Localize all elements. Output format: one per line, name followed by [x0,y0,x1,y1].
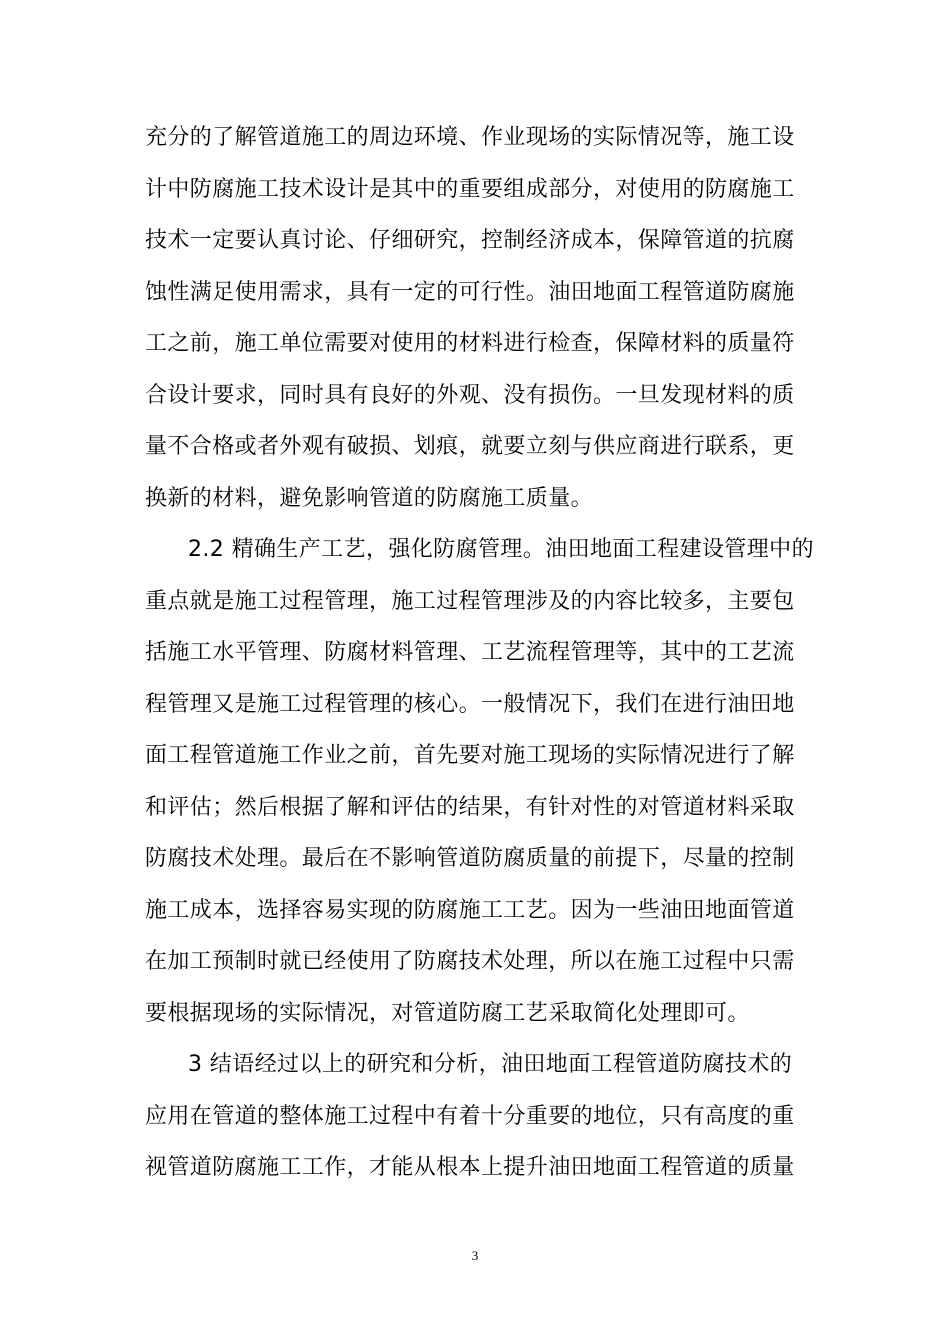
body-text-line: 要根据现场的实际情况，对管道防腐工艺采取简化处理即可。 [145,1001,750,1026]
body-text-line: 应用在管道的整体施工过程中有着十分重要的地位，只有高度的重 [145,1104,795,1129]
body-text-line: 合设计要求，同时具有良好的外观、没有损伤。一旦发现材料的质 [145,383,795,408]
body-text-line: 充分的了解管道施工的周边环境、作业现场的实际情况等，施工设 [145,125,795,150]
body-text-line: 视管道防腐施工工作，才能从根本上提升油田地面工程管道的质量 [145,1155,795,1180]
body-text-line: 换新的材料，避免影响管道的防腐施工质量。 [145,486,594,511]
section-heading-line: 3 结语经过以上的研究和分析，油田地面工程管道防腐技术的 [188,1052,793,1077]
section-heading-line: 2.2 精确生产工艺，强化防腐管理。油田地面工程建设管理中的 [188,537,814,562]
body-text-line: 和评估；然后根据了解和评估的结果，有针对性的对管道材料采取 [145,795,795,820]
body-text-line: 防腐技术处理。最后在不影响管道防腐质量的前提下，尽量的控制 [145,846,795,871]
body-text-line: 程管理又是施工过程管理的核心。一般情况下，我们在进行油田地 [145,692,795,717]
body-text-line: 工之前，施工单位需要对使用的材料进行检查，保障材料的质量符 [145,331,795,356]
body-text-line: 施工成本，选择容易实现的防腐施工工艺。因为一些油田地面管道 [145,898,795,923]
body-text-line: 技术一定要认真讨论、仔细研究，控制经济成本，保障管道的抗腐 [145,228,795,253]
body-text-line: 量不合格或者外观有破损、划痕，就要立刻与供应商进行联系，更 [145,434,795,459]
page-number: 3 [471,1248,479,1263]
body-text-line: 面工程管道施工作业之前，首先要对施工现场的实际情况进行了解 [145,743,795,768]
body-text-line: 重点就是施工过程管理，施工过程管理涉及的内容比较多，主要包 [145,589,795,614]
body-text-line: 在加工预制时就已经使用了防腐技术处理，所以在施工过程中只需 [145,949,795,974]
body-text-line: 计中防腐施工技术设计是其中的重要组成部分，对使用的防腐施工 [145,177,795,202]
body-text-line: 蚀性满足使用需求，具有一定的可行性。油田地面工程管道防腐施 [145,280,795,305]
body-text-line: 括施工水平管理、防腐材料管理、工艺流程管理等，其中的工艺流 [145,640,795,665]
